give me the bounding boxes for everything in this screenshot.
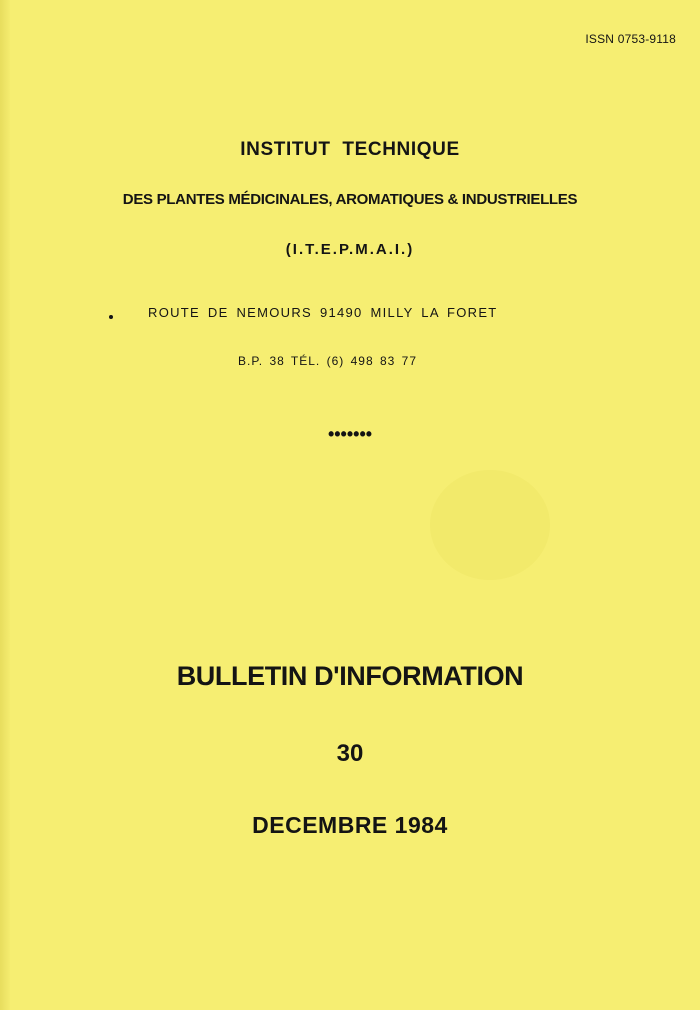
paper-stain xyxy=(430,470,550,580)
institute-full-name: DES PLANTES MÉDICINALES, AROMATIQUES & INDUSTRIELLES xyxy=(122,191,578,208)
publication-title: BULLETIN D'INFORMATION xyxy=(176,661,524,691)
postal-box-and-phone: B.P. 38 TÉL. (6) 498 83 77 xyxy=(238,354,417,368)
issn-number: ISSN 0753-9118 xyxy=(585,32,676,46)
institute-acronym: (I.T.E.P.M.A.I.) xyxy=(285,241,415,258)
dotted-separator: ••••••• xyxy=(327,424,373,444)
institute-address: ROUTE DE NEMOURS 91490 MILLY LA FORET xyxy=(148,305,498,320)
address-bullet-dot xyxy=(109,315,113,319)
institute-title: INSTITUT TECHNIQUE xyxy=(240,139,460,160)
issue-number: 30 xyxy=(336,740,364,767)
issue-date: DECEMBRE 1984 xyxy=(252,812,448,838)
